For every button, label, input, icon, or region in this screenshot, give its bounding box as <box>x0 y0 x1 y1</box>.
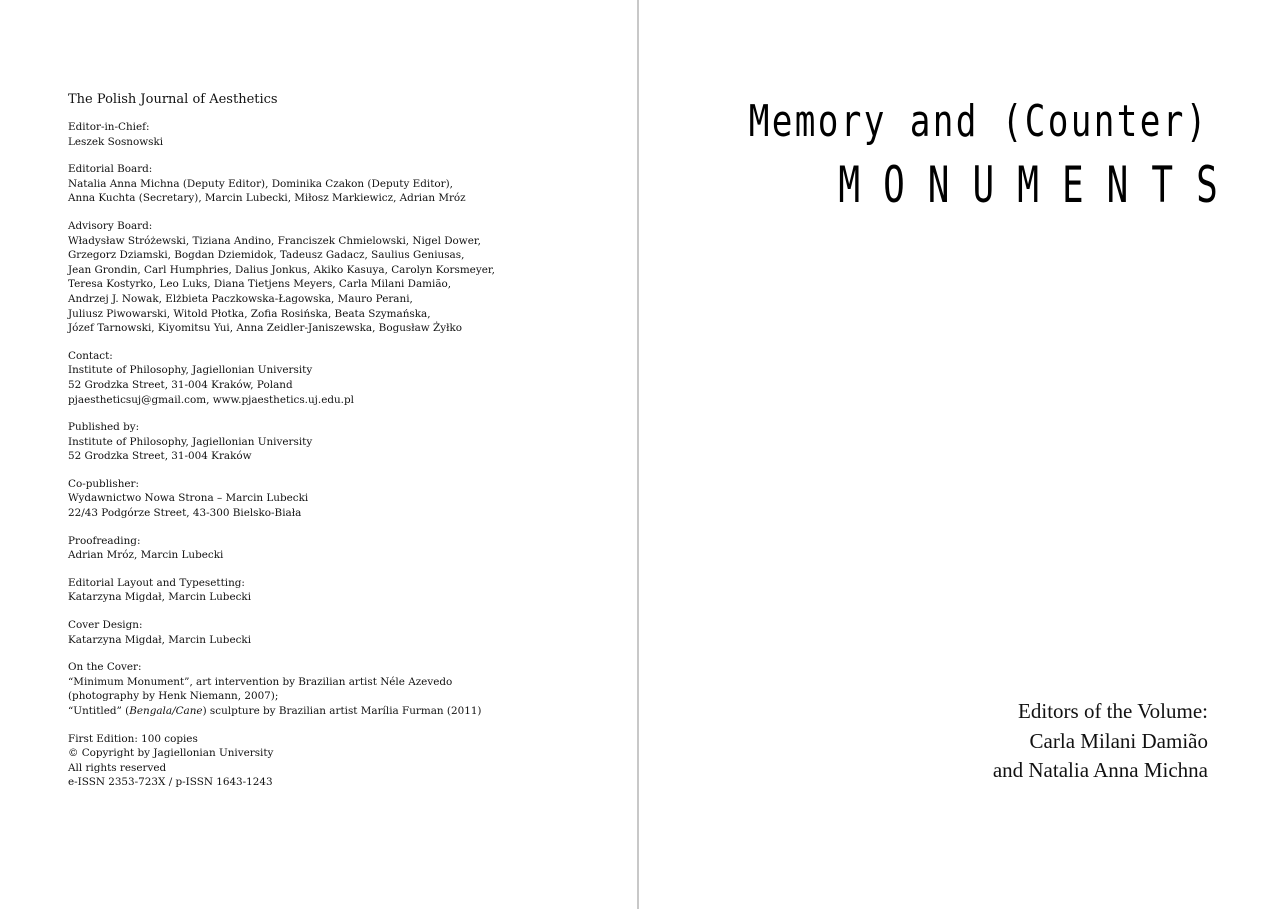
section-line: Władysław Stróżewski, Tiziana Andino, Franciszek Chmielowski, Nigel Dower, <box>68 234 481 247</box>
section-line: Jean Grondin, Carl Humphries, Dalius Jonkus, Akiko Kasuya, Carolyn Korsmeyer, <box>68 263 495 276</box>
contact-email-web: pjaestheticsuj@gmail.com, www.pjaesthetics.uj.edu.pl <box>68 393 354 406</box>
editorial-board-section <box>68 162 588 206</box>
section-line: 52 Grodzka Street, 31-004 Kraków, Poland <box>68 378 293 391</box>
section-line <box>68 704 588 719</box>
cover-design-section <box>68 618 588 647</box>
section-line: Teresa Kostyrko, Leo Luks, Diana Tietjens Meyers, Carla Milani Damião, <box>68 278 452 291</box>
section-line: Katarzyna Migdał, Marcin Lubecki <box>68 633 252 646</box>
section-heading: Editorial Board: <box>68 163 153 176</box>
section-line: 22/43 Podgórze Street, 43-300 Bielsko-Biała <box>68 507 302 520</box>
section-line: All rights reserved <box>68 761 167 774</box>
section-line: First Edition: 100 copies <box>68 732 198 745</box>
section-line: © Copyright by Jagiellonian University <box>68 747 274 760</box>
journal-title: The Polish Journal of Aesthetics <box>68 92 278 107</box>
section-heading: Editor-in-Chief: <box>68 121 150 133</box>
section-line: 52 Grodzka Street, 31-004 Kraków <box>68 450 252 463</box>
section-line: Natalia Anna Michna (Deputy Editor), Dominika Czakon (Deputy Editor), <box>68 177 453 190</box>
section-heading: Editorial Layout and Typesetting: <box>68 576 245 589</box>
section-line: Andrzej J. Nowak, Elżbieta Paczkowska-Łagowska, Mauro Perani, <box>68 292 413 305</box>
title-line-2: MONUMENTS <box>838 156 1241 214</box>
editor-name: Carla Milani Damião <box>1029 728 1208 753</box>
section-line: “Minimum Monument”, art intervention by Brazilian artist Néle Azevedo <box>68 675 453 688</box>
section-line: Grzegorz Dziamski, Bogdan Dziemidok, Tadeusz Gadacz, Saulius Geniusas, <box>68 249 465 262</box>
right-page <box>639 0 1283 909</box>
cover-line-suffix: ) sculpture by Brazilian artist Marília Furman (2011) <box>202 705 482 717</box>
section-line: e-ISSN 2353-723X / p-ISSN 1643-1243 <box>68 776 273 789</box>
on-the-cover-section <box>68 660 588 718</box>
advisory-board-section <box>68 219 588 336</box>
section-heading: Advisory Board: <box>68 219 153 232</box>
editors-heading: Editors of the Volume: <box>1018 699 1208 723</box>
section-line: Anna Kuchta (Secretary), Marcin Lubecki, Miłosz Markiewicz, Adrian Mróz <box>68 192 466 205</box>
proofreading-section <box>68 534 588 563</box>
section-heading: Co-publisher: <box>68 477 139 490</box>
editor-name: and Natalia Anna Michna <box>992 758 1208 782</box>
contact-section <box>68 349 588 407</box>
cover-line-prefix: “Untitled” ( <box>68 705 130 717</box>
volume-title <box>619 94 1241 220</box>
published-by-section <box>68 420 588 464</box>
section-line: Katarzyna Migdał, Marcin Lubecki <box>68 591 252 604</box>
section-line: Adrian Mróz, Marcin Lubecki <box>68 549 224 562</box>
title-line-1: Memory and (Counter) <box>748 96 1209 147</box>
section-line: Leszek Sosnowski <box>68 135 164 148</box>
layout-typesetting-section <box>68 576 588 605</box>
section-heading: Published by: <box>68 421 140 434</box>
section-heading: Cover Design: <box>68 619 143 632</box>
section-heading: Contact: <box>68 349 113 362</box>
co-publisher-section <box>68 477 588 521</box>
editor-in-chief-section <box>68 120 588 149</box>
volume-editors <box>993 697 1208 786</box>
section-heading: Proofreading: <box>68 534 141 547</box>
section-line: Institute of Philosophy, Jagiellonian University <box>68 364 313 377</box>
section-line: Wydawnictwo Nowa Strona – Marcin Lubecki <box>68 492 309 505</box>
section-line: Juliusz Piwowarski, Witold Płotka, Zofia Rosińska, Beata Szymańska, <box>68 307 431 320</box>
left-page <box>0 0 637 909</box>
section-heading: On the Cover: <box>68 661 142 674</box>
section-line: Józef Tarnowski, Kiyomitsu Yui, Anna Zeidler-Janiszewska, Bogusław Żyłko <box>68 322 463 335</box>
colophon <box>68 92 588 803</box>
edition-section <box>68 732 588 790</box>
section-line: (photography by Henk Niemann, 2007); <box>68 690 279 703</box>
section-line: Institute of Philosophy, Jagiellonian University <box>68 435 313 448</box>
cover-line-italic: Bengala/Cane <box>129 705 203 717</box>
